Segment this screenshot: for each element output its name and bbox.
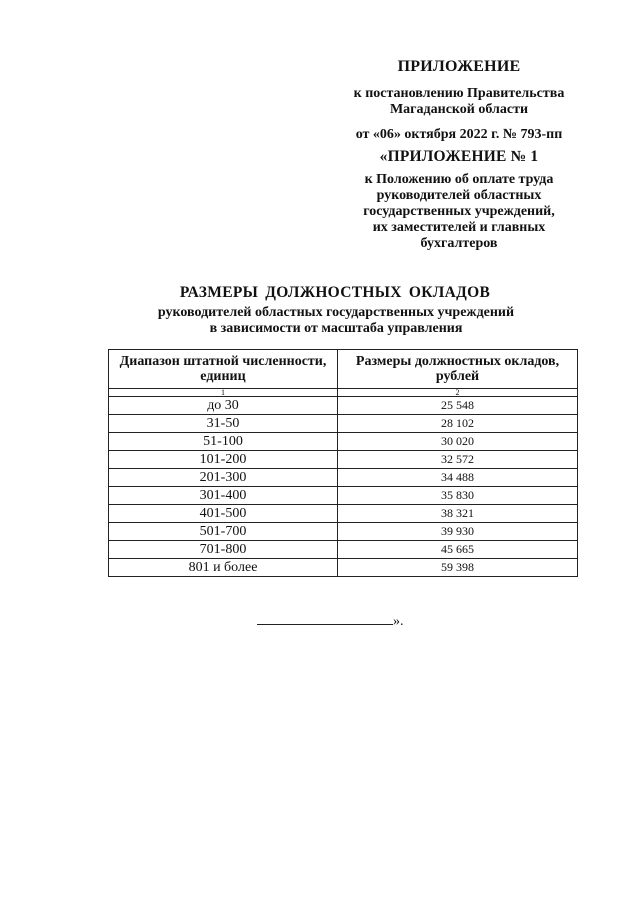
staff-range-cell: 801 и более [109, 559, 338, 577]
inner-appendix-title: «ПРИЛОЖЕНИЕ № 1 [379, 148, 539, 165]
table-row [109, 433, 578, 451]
salary-cell: 38 321 [338, 505, 578, 523]
document-title: РАЗМЕРЫ ДОЛЖНОСТНЫХ ОКЛАДОВ [179, 284, 491, 301]
subtitle-line-1: руководителей областных государственных учреждений [157, 305, 515, 320]
staff-range-cell: 51-100 [109, 433, 338, 451]
table-row [109, 397, 578, 415]
table-row [109, 523, 578, 541]
closing-rule [257, 612, 393, 625]
header-salary: Размеры должностных окладов, рублей [338, 350, 578, 389]
document-subtitle [0, 305, 640, 337]
table-row [109, 541, 578, 559]
staff-range-cell: 101-200 [109, 451, 338, 469]
header-staff-range: Диапазон штатной численности, единиц [109, 350, 338, 389]
staff-range-cell: 701-800 [109, 541, 338, 559]
salary-cell: 34 488 [338, 469, 578, 487]
salary-cell: 30 020 [338, 433, 578, 451]
inner-appendix-line-1: к Положению об оплате труда [364, 172, 554, 187]
staff-range-cell: 401-500 [109, 505, 338, 523]
staff-range-cell: 301-400 [109, 487, 338, 505]
column-number-row [109, 389, 578, 397]
table-row [109, 415, 578, 433]
closing-quote: ». [393, 614, 404, 629]
salary-cell: 45 665 [338, 541, 578, 559]
staff-range-cell: 201-300 [109, 469, 338, 487]
table-row [109, 559, 578, 577]
subtitle-line-2: в зависимости от масштаба управления [209, 321, 463, 336]
appendix-line-2: Магаданской области [389, 102, 529, 117]
inner-appendix-line-5: бухгалтеров [420, 236, 498, 251]
inner-appendix-line-2: руководителей областных [376, 188, 542, 203]
salary-cell: 35 830 [338, 487, 578, 505]
appendix-date-line: от «06» октября 2022 г. № 793-пп [355, 127, 563, 142]
table-row [109, 487, 578, 505]
salary-cell: 39 930 [338, 523, 578, 541]
closing-line [257, 612, 404, 630]
appendix-line-1: к постановлению Правительства [353, 86, 565, 101]
staff-range-cell: 501-700 [109, 523, 338, 541]
salary-cell: 32 572 [338, 451, 578, 469]
column-number-2: 2 [338, 389, 578, 397]
salary-cell: 28 102 [338, 415, 578, 433]
salary-cell: 25 548 [338, 397, 578, 415]
inner-appendix-header [340, 148, 578, 252]
table-row [109, 451, 578, 469]
staff-range-cell: до 30 [109, 397, 338, 415]
salary-table [108, 349, 578, 577]
staff-range-cell: 31-50 [109, 415, 338, 433]
inner-appendix-line-3: государственных учреждений, [363, 204, 555, 219]
column-number-1: 1 [109, 389, 338, 397]
table-row [109, 469, 578, 487]
appendix-header [340, 0, 578, 143]
salary-cell: 59 398 [338, 559, 578, 577]
inner-appendix-line-4: их заместителей и главных [372, 220, 546, 235]
table-row [109, 505, 578, 523]
table-header-row [109, 350, 578, 389]
appendix-title: ПРИЛОЖЕНИЕ [397, 58, 521, 75]
